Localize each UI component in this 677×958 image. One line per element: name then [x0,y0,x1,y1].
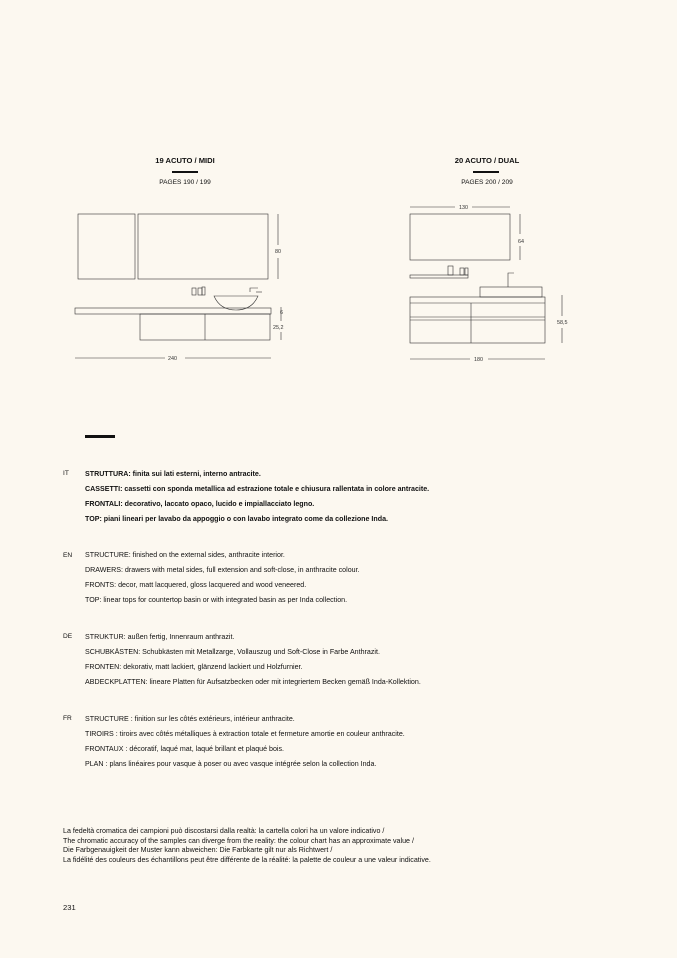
dim-width: 180 [474,357,483,363]
mirror-shape [138,214,268,279]
text-line: ABDECKPLATTEN: lineare Platten für Aufsatzbecken oder mit integriertem Becken gemäß Inda-Kollektion. [85,678,421,686]
text-line: FRONTS: decor, matt lacquered, gloss lacquered and wood veneered. [85,581,307,589]
product-title-midi: 19 ACUTO / MIDI [155,156,215,165]
text-line: TOP: piani lineari per lavabo da appoggio o con lavabo integrato come da collezione Inda. [85,515,388,523]
text-line: CASSETTI: cassetti con sponda metallica ad estrazione totale e chiusura rallentata in colore antracite. [85,485,430,493]
title-underline [172,171,198,173]
text-line: STRUCTURE : finition sur les côtés extérieurs, intérieur anthracite. [85,715,295,723]
lang-label-it: IT [63,470,69,477]
drawing-midi [0,200,320,370]
text-line: PLAN : plans linéaires pour vasque à poser ou avec vasque intégrée selon la collection Inda. [85,760,377,768]
section-divider [85,435,115,438]
product-title-dual: 20 ACUTO / DUAL [454,156,520,165]
text-block-fr [85,712,405,772]
text-line: STRUTTURA: finita sui lati esterni, interno antracite. [85,470,261,478]
text-block-en [85,548,360,608]
dim-mirror-width: 130 [459,205,468,211]
page-number: 231 [63,903,76,912]
lang-label-en: EN [63,552,73,559]
product-pages-midi: PAGES 190 / 199 [159,179,211,186]
basin-shape [480,287,542,297]
title-underline [473,171,499,173]
text-line: TOP: linear tops for countertop basin or with integrated basin as per Inda collection. [85,596,348,604]
text-line: FRONTEN: dekorativ, matt lackiert, glänzend lackiert und Holzfurnier. [85,663,303,671]
text-line: SCHUBKÄSTEN: Schubkästen mit Metallzarge, Vollauszug und Soft-Close in Farbe Anthrazit. [85,648,380,656]
dim-cabinet-height: 58,5 [557,320,568,326]
text-line: TIROIRS : tiroirs avec côtés métalliques à extraction totale et fermeture amortie en couleur anthracite. [85,730,405,738]
lang-label-de: DE [63,633,73,640]
dim-top-thickness: 6 [280,310,283,316]
disclaimer-line: Die Farbgenauigkeit der Muster kann abweichen: Die Farbkarte gilt nur als Richtwert / [63,846,333,855]
text-line: DRAWERS: drawers with metal sides, full extension and soft-close, in anthracite colour. [85,566,360,574]
disclaimer-line: La fedeltà cromatica dei campioni può discostarsi dalla realtà: la cartella colori ha un valore indicativo / [63,827,385,835]
disclaimer-line: La fidélité des couleurs des échantillons peut être différente de la réalité: la palette de couleur a une valeur indicative. [63,855,431,864]
text-block-it [85,467,429,527]
text-line: FRONTALI: decorativo, laccato opaco, lucido e impiallacciato legno. [85,500,315,508]
lang-label-fr: FR [63,715,72,722]
dim-mirror-height: 80 [275,249,281,255]
countertop-shape [75,308,271,314]
dim-width: 240 [168,356,177,362]
disclaimer-line: The chromatic accuracy of the samples can diverge from the reality: the colour chart has an approximate value / [63,836,414,845]
mirror-shape [410,214,510,260]
text-line: FRONTAUX : décoratif, laqué mat, laqué brillant et plaqué bois. [85,745,284,753]
dim-mirror-height: 64 [518,239,524,245]
text-line: STRUKTUR: außen fertig, Innenraum anthrazit. [85,633,235,641]
text-block-de [85,630,421,690]
color-disclaimer [63,827,431,865]
shelf-shape [410,275,468,278]
side-mirror-shape [78,214,135,279]
text-line: STRUCTURE: finished on the external sides, anthracite interior. [85,551,285,559]
dim-cabinet-height: 25,2 [273,325,284,331]
product-pages-dual: PAGES 200 / 209 [461,179,513,186]
drawing-dual [380,200,600,370]
